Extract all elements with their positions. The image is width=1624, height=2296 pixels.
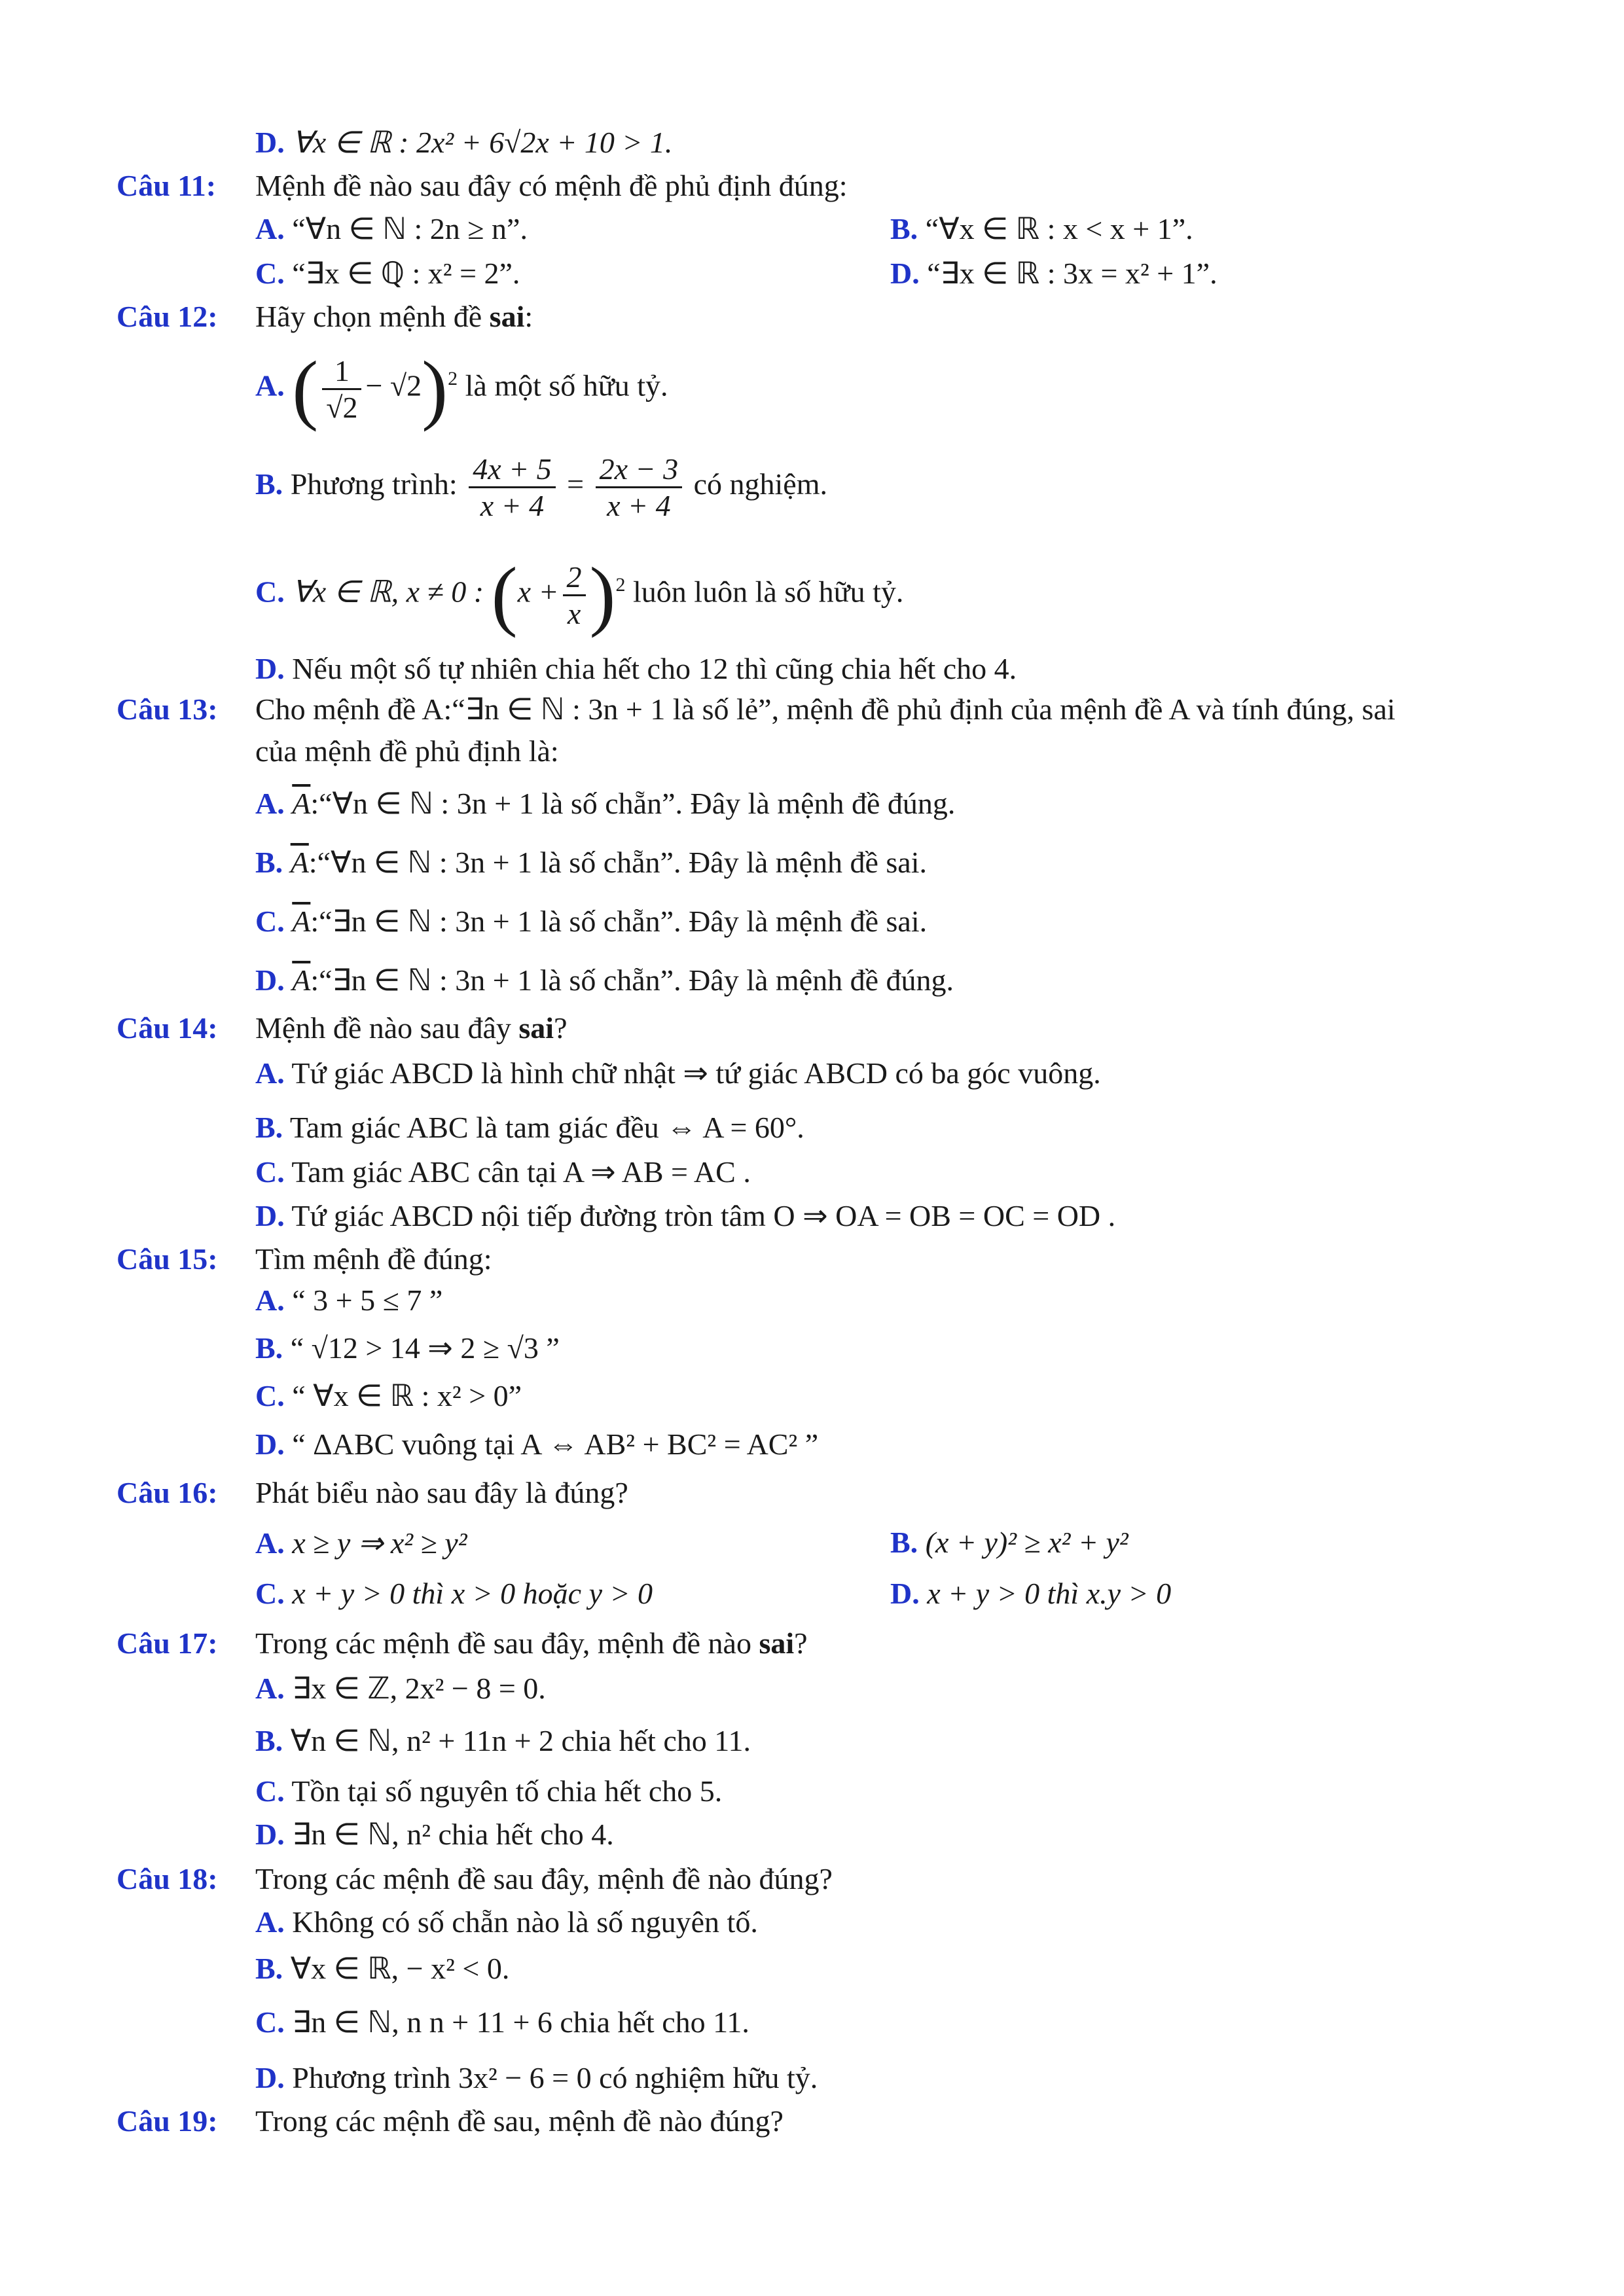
option-d-q11: D. “∃x ∈ ℝ : 3x = x² + 1”. [890,257,1218,290]
option-d-q14: D. Tứ giác ABCD nội tiếp đường tròn tâm O ⇒ OA = OB = OC = OD . [255,1199,1116,1232]
question-11-text: Mệnh đề nào sau đây có mệnh đề phủ định đúng: [255,169,848,202]
question-16-label: Câu 16: [117,1476,218,1509]
option-c-q13: C. $\overline{A}:“\exists n$ ∈ ℕ : 3n + 1 là số chẵn”. Đây là mệnh đề sai. [255,905,928,938]
option-b-q17: B. ∀n ∈ ℕ, n² + 11n + 2 chia hết cho 11. [255,1724,751,1757]
question-18-text: Trong các mệnh đề sau đây, mệnh đề nào đúng? [255,1862,833,1895]
option-d-q10 [255,124,672,160]
question-18-label: Câu 18: [117,1862,218,1895]
option-label: D. [255,126,285,159]
question-14-label: Câu 14: [117,1011,218,1045]
question-19-text: Trong các mệnh đề sau, mệnh đề nào đúng? [255,2104,784,2138]
option-a-q11: A. “∀n ∈ ℕ : 2n ≥ n”. [255,212,528,245]
option-d-q13: D. $\overline{A}:“\exists n$ ∈ ℕ : 3n + 1 là số chẵn”. Đây là mệnh đề đúng. [255,963,954,997]
question-15-text: Tìm mệnh đề đúng: [255,1242,492,1276]
option-a-q12: A. ( $\frac{1}{√2}$ − √2)$^2$ là một số hữu tỷ. [255,345,668,432]
option-a-q13: A. $\overline{A}:“\forall n$ ∈ ℕ : 3n + 1 là số chẵn”. Đây là mệnh đề đúng. [255,787,956,820]
option-b-q11: B. “∀x ∈ ℝ : x < x + 1”. [890,212,1193,245]
option-d-q16: D. x + y > 0 thì x.y > 0 [890,1577,1172,1610]
question-11-label: Câu 11: [117,169,217,202]
option-b-q18: B. ∀x ∈ ℝ, − x² < 0. [255,1952,510,1985]
question-13-text: Cho mệnh đề A:“∃n ∈ ℕ : 3n + 1 là số lẻ”, mệnh đề phủ định của mệnh đề A và tính đúng, sai [255,692,1396,726]
option-d-q17: D. ∃n ∈ ℕ, n² chia hết cho 4. [255,1818,614,1851]
option-c-q15: C. “ ∀x ∈ ℝ : x² > 0” [255,1379,522,1412]
option-c-q16: C. x + y > 0 thì x > 0 hoặc y > 0 [255,1577,653,1610]
option-text: ∀x ∈ ℝ : 2x² + 6√2x + 10 > 1. [292,126,673,159]
option-c-q12: C. ∀x ∈ ℝ, x ≠ 0 : (x + $\frac{2}{x}$ )$^2$ luôn luôn là số hữu tỷ. [255,551,904,638]
option-a-q18: A. Không có số chẵn nào là số nguyên tố. [255,1905,758,1939]
question-16-text: Phát biểu nào sau đây là đúng? [255,1476,628,1509]
question-15-label: Câu 15: [117,1242,218,1276]
option-d-q18: D. Phương trình 3x² − 6 = 0 có nghiệm hữu tỷ. [255,2061,818,2094]
question-17-label: Câu 17: [117,1626,218,1660]
option-a-q17: A. ∃x ∈ ℤ, 2x² − 8 = 0. [255,1672,546,1705]
question-19-label: Câu 19: [117,2104,218,2138]
question-13-text-cont: của mệnh đề phủ định là: [255,734,559,768]
option-a-q16: A. x ≥ y ⇒ x² ≥ y² [255,1526,467,1560]
option-d-q15: D. “ ΔABC vuông tại A ⇔ AB² + BC² = AC² ” [255,1427,819,1461]
question-14-text: Mệnh đề nào sau đây sai? [255,1011,568,1045]
option-b-q12: B. Phương trình: $\frac{4x + 5}{x + 4}$ = $\frac{2x - 3}{x + 4}$ có nghiệm. [255,452,827,522]
option-d-q12: D. Nếu một số tự nhiên chia hết cho 12 thì cũng chia hết cho 4. [255,652,1017,685]
option-c-q11: C. “∃x ∈ ℚ : x² = 2”. [255,257,520,290]
option-c-q17: C. Tồn tại số nguyên tố chia hết cho 5. [255,1774,723,1808]
option-b-q16: B. (x + y)² ≥ x² + y² [890,1526,1128,1559]
option-a-q15: A. “ 3 + 5 ≤ 7 ” [255,1283,443,1317]
option-a-q14: A. Tứ giác ABCD là hình chữ nhật ⇒ tứ giác ABCD có ba góc vuông. [255,1056,1101,1090]
question-12-label: Câu 12: [117,300,218,333]
option-c-q14: C. Tam giác ABC cân tại A ⇒ AB = AC . [255,1155,751,1189]
option-b-q15: B. “ √12 > 14 ⇒ 2 ≥ √3 ” [255,1331,560,1365]
question-13-label: Câu 13: [117,692,218,726]
question-12-text: Hãy chọn mệnh đề sai: [255,300,533,333]
question-17-text: Trong các mệnh đề sau đây, mệnh đề nào sai? [255,1626,808,1660]
option-c-q18: C. ∃n ∈ ℕ, n n + 11 + 6 chia hết cho 11. [255,2005,749,2039]
option-b-q13: B. $\overline{A}:“\forall n$ ∈ ℕ : 3n + 1 là số chẵn”. Đây là mệnh đề sai. [255,846,927,879]
option-b-q14: B. Tam giác ABC là tam giác đều ⇔ A = 60°. [255,1111,804,1144]
